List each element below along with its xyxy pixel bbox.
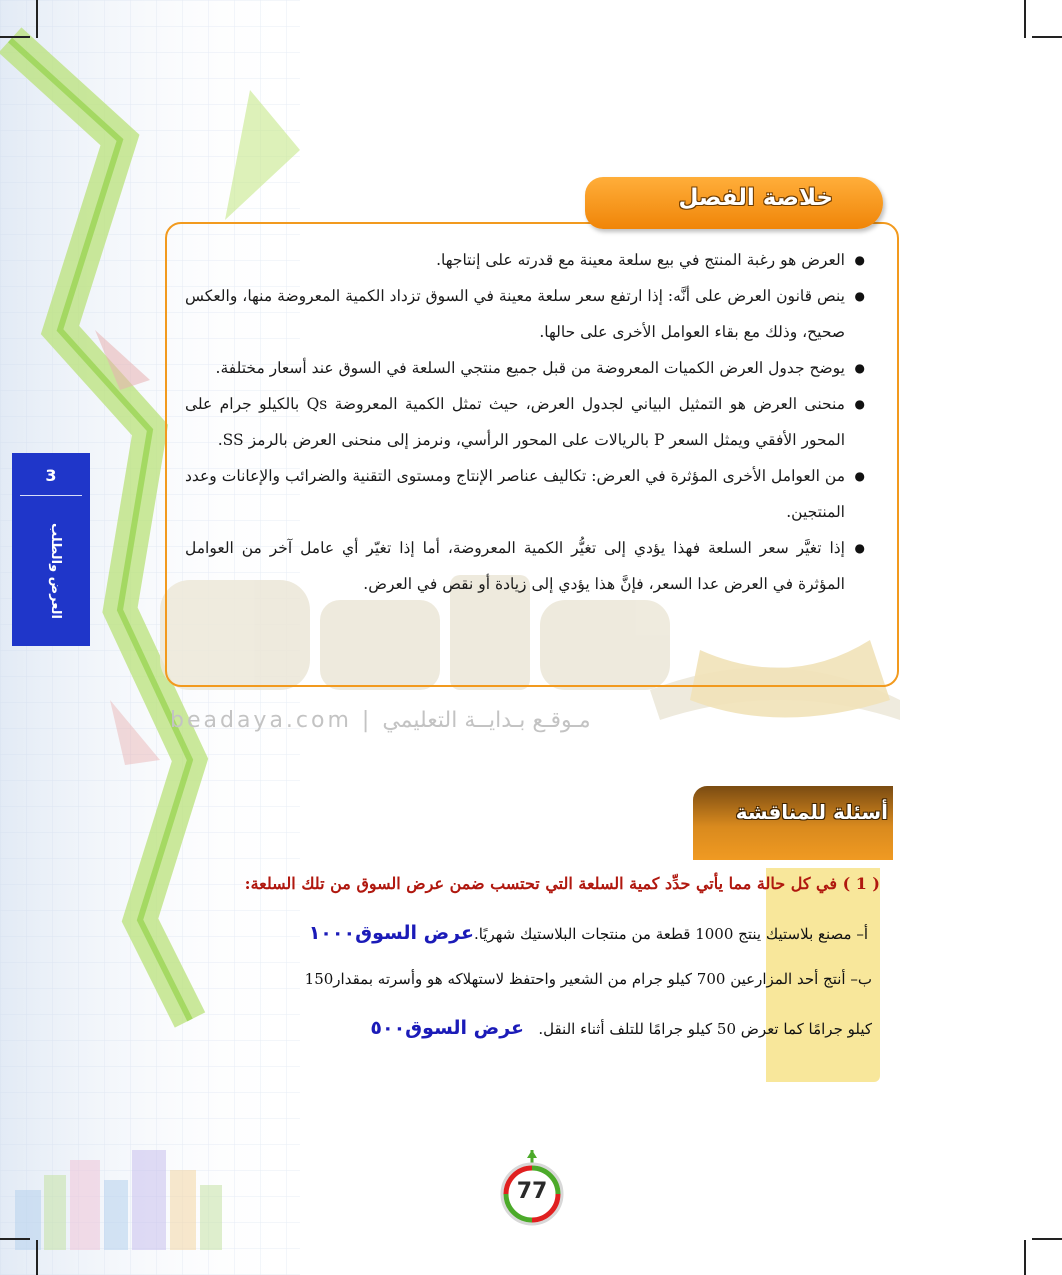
bullet-icon: ● (854, 469, 865, 483)
bullet-icon: ● (854, 541, 865, 555)
bullet-icon: ● (854, 361, 865, 375)
crop-mark (1032, 1238, 1062, 1240)
crop-mark (0, 36, 30, 38)
crop-mark (36, 0, 38, 38)
question-1-title: ( 1 ) في كل حالة مما يأتي حدِّد كمية السلعة التي تحتسب ضمن عرض السوق من تلك السلعة: (244, 874, 880, 893)
part-a-text: أ– مصنع بلاستيك ينتج 1000 قطعة من منتجات البلاستيك شهريًا. (473, 925, 868, 943)
question-1-part-b-line2 (370, 1017, 872, 1039)
summary-item: ● من العوامل الأخرى المؤثرة في العرض: تكاليف عناصر الإنتاج ومستوى التقنية والضرائب والإعانات وعدد المنتجين. (185, 458, 865, 530)
part-b-text: كيلو جرامًا كما تعرض 50 كيلو جرامًا للتلف أثناء النقل. (538, 1020, 872, 1038)
part-a-answer: عرض السوق١٠٠٠ (308, 922, 474, 944)
discussion-title: أسئلة للمناقشة (735, 800, 888, 824)
crop-mark (36, 1240, 38, 1275)
crop-mark (0, 1238, 30, 1240)
crop-mark (1024, 1240, 1026, 1275)
summary-list (185, 242, 865, 602)
question-1-part-b-line1: ب– أنتج أحد المزارعين 700 كيلو جرام من الشعير واحتفظ لاستهلاكه هو وأسرته بمقدار150 (304, 970, 872, 988)
page-number: 77 (516, 1179, 548, 1204)
chapter-title: العرض والطلب (48, 523, 63, 619)
summary-item: ● إذا تغيَّر سعر السلعة فهذا يؤدي إلى تغيُّر الكمية المعروضة، أما إذا تغيّر أي عامل آخر من العوامل المؤثرة في العرض عدا السعر، فإنَّ هذا يؤدي إلى زيادة أو نقص في العرض. (185, 530, 865, 602)
watermark-text: beadaya.com | مـوقـع بـدايــة التعليمي (170, 708, 591, 733)
crop-mark (1024, 0, 1026, 38)
summary-title: خلاصة الفصل (678, 185, 833, 211)
question-1-part-a (309, 922, 868, 944)
part-b-answer: عرض السوق٥٠٠ (370, 1017, 525, 1039)
bullet-icon: ● (854, 253, 865, 267)
summary-item: ● يوضح جدول العرض الكميات المعروضة من قبل جميع منتجي السلعة في السوق عند أسعار مختلفة. (185, 350, 865, 386)
bullet-icon: ● (854, 289, 865, 303)
summary-item: ● منحنى العرض هو التمثيل البياني لجدول العرض، حيث تمثل الكمية المعروضة Qs بالكيلو جرام على المحور الأفقي ويمثل السعر P بالريالات على المحور الرأسي، ونرمز إلى منحنى العرض بالرمز SS. (185, 386, 865, 458)
chapter-divider (20, 495, 82, 496)
summary-item: ● العرض هو رغبة المنتج في بيع سلعة معينة مع قدرته على إنتاجها. (185, 242, 865, 278)
summary-item: ● ينص قانون العرض على أنَّه: إذا ارتفع سعر سلعة معينة في السوق تزداد الكمية المعروضة منها، والعكس صحيح، وذلك مع بقاء العوامل الأخرى على حالها. (185, 278, 865, 350)
bullet-icon: ● (854, 397, 865, 411)
summary-header (585, 177, 883, 229)
crop-mark (1032, 36, 1062, 38)
summary-box (165, 222, 899, 687)
chapter-tab (12, 453, 90, 646)
chapter-number: 3 (45, 466, 57, 485)
discussion-header (693, 786, 893, 860)
